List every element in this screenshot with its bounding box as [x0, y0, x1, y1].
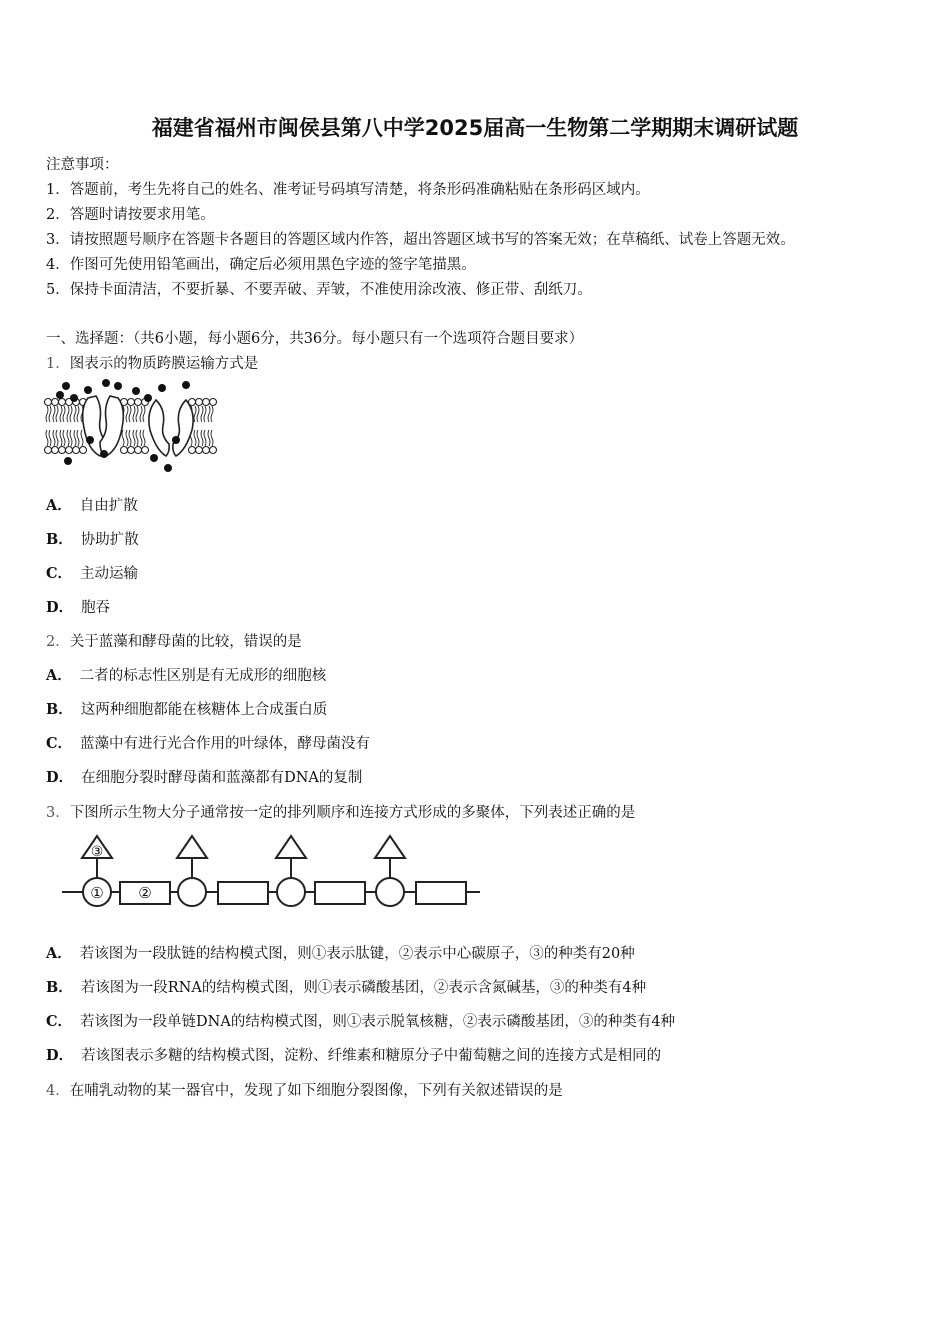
membrane-transport-diagram: [44, 378, 220, 476]
option-letter: B．: [46, 531, 73, 548]
question-2: [46, 630, 302, 651]
label-2: ②: [138, 884, 152, 902]
q1-option-d: [46, 596, 110, 617]
q1-option-a: [46, 494, 138, 515]
option-letter: C．: [46, 735, 73, 752]
option-letter: A．: [46, 497, 72, 514]
option-letter: C．: [46, 1013, 73, 1030]
question-3: [46, 801, 635, 822]
q3-option-b: [46, 976, 646, 997]
q3-option-d: [46, 1044, 661, 1065]
option-text: 胞吞: [81, 600, 111, 616]
option-letter: D．: [46, 1047, 74, 1064]
option-letter: D．: [46, 769, 74, 786]
option-text: 若该图为一段RNA的结构模式图，则①表示磷酸基团，②表示含氮碱基，③的种类有4种: [80, 980, 647, 996]
question-number: 4．: [46, 1083, 70, 1099]
option-text: 若该图为一段单链DNA的结构模式图，则①表示脱氧核糖，②表示磷酸基团，③的种类有4种: [80, 1014, 676, 1030]
question-stem: 关于蓝藻和酵母菌的比较，错误的是: [69, 634, 302, 650]
option-text: 蓝藻中有进行光合作用的叶绿体，酵母菌没有: [80, 736, 371, 752]
option-text: 在细胞分裂时酵母菌和蓝藻都有DNA的复制: [81, 770, 363, 786]
question-number: 3．: [46, 805, 70, 821]
notice-item: 5．保持卡面清洁，不要折暴、不要弄破、弄皱，不准使用涂改液、修正带、刮纸刀。: [46, 282, 592, 298]
option-letter: B．: [46, 701, 73, 718]
notice-item: 3．请按照题号顺序在答题卡各题目的答题区域内作答，超出答题区域书写的答案无效；在草稿纸、试卷上答题无效。: [46, 232, 795, 248]
notice-item: 2．答题时请按要求用笔。: [46, 207, 215, 223]
option-letter: A．: [46, 667, 72, 684]
q2-option-b: [46, 698, 327, 719]
question-stem: 图表示的物质跨膜运输方式是: [69, 356, 259, 372]
q2-option-a: [46, 664, 326, 685]
option-letter: C．: [46, 565, 73, 582]
question-1: [46, 352, 258, 373]
option-letter: A．: [46, 945, 72, 962]
q2-option-c: [46, 732, 370, 753]
polymer-diagram: [60, 830, 485, 914]
q3-option-c: [46, 1010, 675, 1031]
q2-option-d: [46, 766, 362, 787]
label-1: ①: [90, 884, 104, 902]
option-letter: D．: [46, 599, 74, 616]
question-stem: 在哺乳动物的某一器官中，发现了如下细胞分裂图像，下列有关叙述错误的是: [69, 1083, 563, 1099]
option-text: 这两种细胞都能在核糖体上合成蛋白质: [80, 702, 328, 718]
notice-heading: 注意事项：: [46, 157, 119, 173]
option-letter: B．: [46, 979, 73, 996]
option-text: 协助扩散: [80, 532, 139, 548]
question-stem: 下图所示生物大分子通常按一定的排列顺序和连接方式形成的多聚体，下列表述正确的是: [69, 805, 636, 821]
q1-option-b: [46, 528, 139, 549]
notice-item: 4．作图可先使用铅笔画出，确定后必须用黑色字迹的签字笔描黑。: [46, 257, 476, 273]
option-text: 若该图为一段肽链的结构模式图，则①表示肽键，②表示中心碳原子，③的种类有20种: [79, 946, 635, 962]
label-3: ③: [90, 844, 104, 860]
option-text: 自由扩散: [79, 498, 138, 514]
q1-option-c: [46, 562, 138, 583]
option-text: 若该图表示多糖的结构模式图，淀粉、纤维素和糖原分子中葡萄糖之间的连接方式是相同的: [81, 1048, 662, 1064]
section-heading: 一、选择题：（共6小题，每小题6分，共36分。每小题只有一个选项符合题目要求）: [46, 331, 584, 347]
option-text: 二者的标志性区别是有无成形的细胞核: [79, 668, 327, 684]
question-4: [46, 1079, 563, 1100]
notice-item: 1．答题前，考生先将自己的姓名、准考证号码填写清楚，将条形码准确粘贴在条形码区域内。: [46, 182, 650, 198]
option-text: 主动运输: [80, 566, 139, 582]
question-number: 2．: [46, 634, 70, 650]
question-number: 1．: [46, 356, 70, 372]
page-title: 福建省福州市闽侯县第八中学2025届高一生物第二学期期末调研试题: [151, 116, 799, 140]
q3-option-a: [46, 942, 635, 963]
